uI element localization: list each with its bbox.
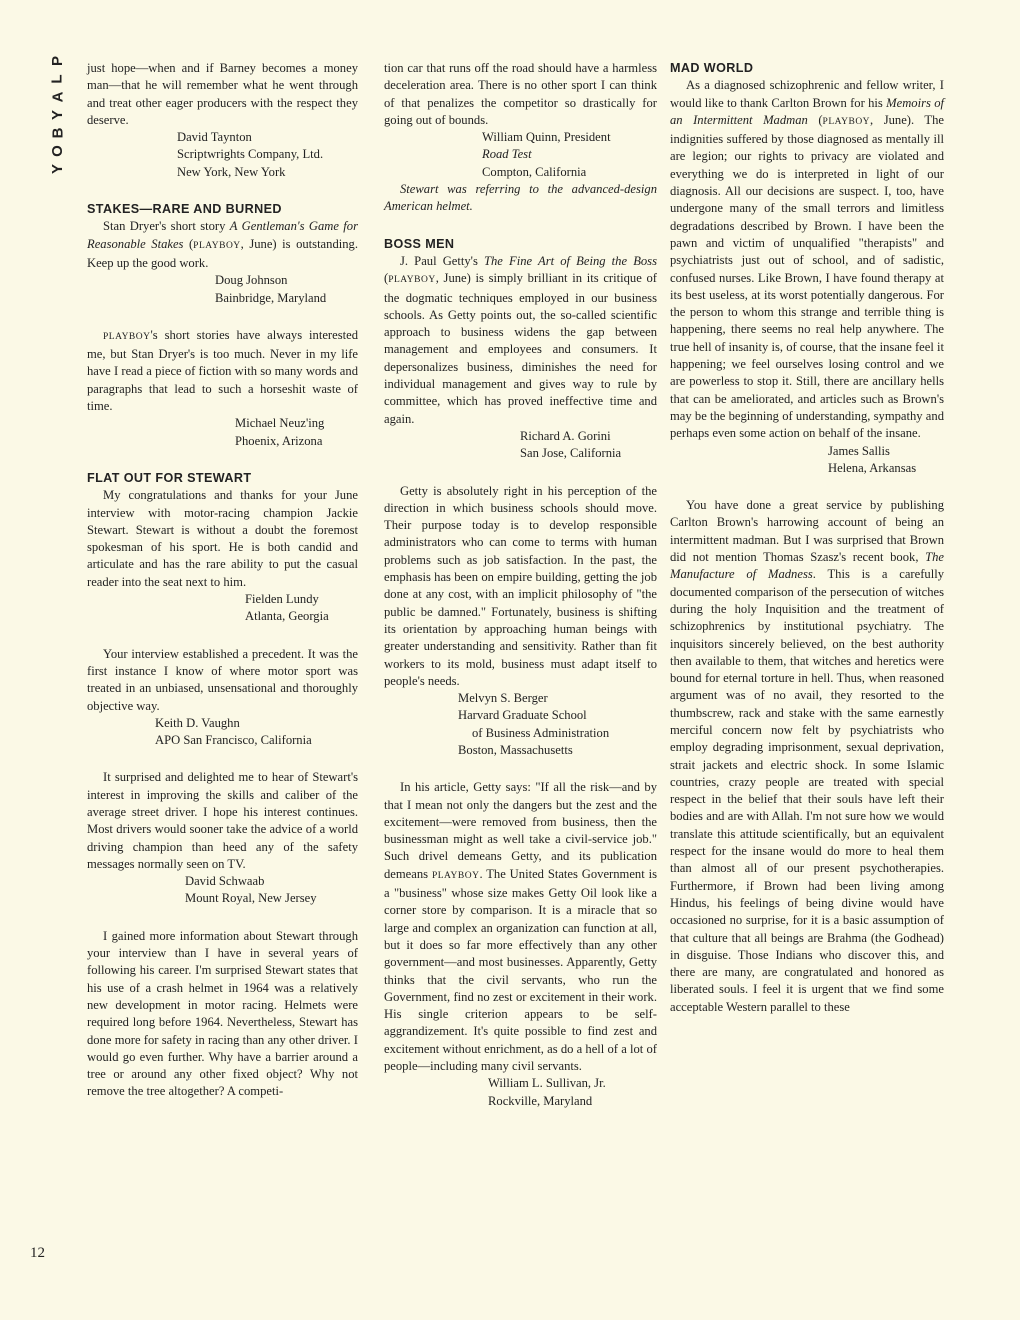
signature-line: of Business Administration <box>472 725 610 740</box>
signature <box>384 1075 657 1110</box>
letter-paragraph: As a diagnosed schizophrenic and fellow writer, I would like to thank Carlton Brown for his Memoirs of an Intermittent Madman (PLAYBOY, June). The indignities suffered by those diagnosed as mentally ill are legion; our rights to privacy are violated and everything we do is interpreted in light of our diagnosis. All our decisions are suspect. I, too, have undergone many of the small terrors and limitless degradations described by Brown. I have been the pawn and victim of unqualified "therapists" and psychiatrists just out of school, and of sadistic, confused nurses. Like Brown, I have found therapy at its best useless, at its worst potentially dangerous. For the person to whom this strange and terrible thing is happening, there seems no real help anywhere. The true hell of insanity is, of course, that the insane feel it happening; we feel ourselves losing control and we are powerless to stop it. Still, there are ancillary hells that can be ameliorated, and articles such as Brown's may be the beginning of understanding, sympathy and perhaps even some action on behalf of the insane. <box>670 78 944 441</box>
sidebar-letter: L <box>48 74 66 84</box>
signature-name: Doug Johnson <box>215 273 288 288</box>
sidebar-letter: O <box>48 145 66 157</box>
letter-paragraph: I gained more information about Stewart through your interview than I have in several years of following his career. I'm surprised Stewart states that his use of a crash helmet in 1964 was a relatively new development in motor racing. Helmets were required long before 1964. Nevertheless, Stewart has done more for safety in racing than any other driver. I would go even further. Why have a barrier around a tree or around any other fixed object? Why not remove the tree altogether? A competi- <box>87 928 358 1099</box>
letter-paragraph: It surprised and delighted me to hear of Stewart's interest in improving the skills and caliber of the average street driver. I hope his interest continues. Most drivers would sooner take the advice of a world driving champion than heed any of the safety messages normally seen on TV. <box>87 770 358 871</box>
sidebar-letter: A <box>49 91 66 103</box>
signature-name: James Sallis <box>828 443 890 458</box>
letter-paragraph: tion car that runs off the road should have a harmless deceleration area. There is no other sport I can think of that penalizes the competitor so drastically for going out of bounds. <box>384 61 657 127</box>
signature <box>384 428 657 463</box>
page-number: 12 <box>30 1245 45 1261</box>
sidebar-letter: Y <box>48 163 66 175</box>
signature-name: Fielden Lundy <box>245 592 319 607</box>
letter-paragraph: Your interview established a precedent. It was the first instance I know of where motor sport was treated in an unbiased, unsensational and thoroughly objective way. <box>87 646 358 713</box>
signature <box>87 415 358 450</box>
signature-line: Scriptwrights Company, Ltd. <box>177 147 324 162</box>
column-2 <box>384 60 657 1110</box>
signature-name: Richard A. Gorini <box>520 428 611 443</box>
signature-place: Atlanta, Georgia <box>245 609 329 624</box>
letter-paragraph: My congratulations and thanks for your June interview with motor-racing champion Jackie Stewart. Stewart is without a doubt the foremost spokesman of his sport. He is both candid and articulate and has the rare ability to put the casual reader into the seat next to him. <box>87 488 358 589</box>
signature-place: Boston, Massachusetts <box>458 742 573 757</box>
letter-paragraph: In his article, Getty says: "If all the risk—and by that I mean not only the dangers but the zest and the excitement—were removed from business, then the businessman might as well take a civil-service job." Such drivel demeans Getty, and its publication demeans PLAYBOY. The United States Government is a "business" whose size makes Getty Oil look like a corner store by comparison. It is a miracle that so large and complex an organization can function at all, but it does so far more effectively than any other government—and most businesses. Apparently, Getty thinks that the civil servants, who run the Government, find no zest or excitement in their work. His single criterion appears to be self-aggrandizement. It's quite possible to find zest and excitement without enrichment, as do a hell of a lot of people—including many civil servants. <box>384 780 657 1074</box>
signature-place: Mount Royal, New Jersey <box>185 891 317 906</box>
signature-name: Michael Neuz'ing <box>235 416 325 431</box>
signature-name: Melvyn S. Berger <box>458 691 548 706</box>
signature-name: Keith D. Vaughn <box>155 715 240 730</box>
letter-paragraph: just hope—when and if Barney becomes a money man—that he will remember what he went through and treat other eager producers with the respect they deserve. <box>87 61 358 127</box>
signature-place: APO San Francisco, California <box>155 733 312 748</box>
signature-line: Harvard Graduate School <box>458 708 587 723</box>
signature <box>87 272 358 307</box>
magazine-sidebar-logo <box>38 52 78 178</box>
signature <box>670 443 944 478</box>
letter-paragraph: Stan Dryer's short story A Gentleman's Game for Reasonable Stakes (PLAYBOY, June) is outstanding. Keep up the good work. <box>87 219 358 270</box>
signature <box>87 715 358 750</box>
signature-org: Road Test <box>482 147 532 162</box>
column-1 <box>87 60 358 1101</box>
signature-place: Compton, California <box>482 164 587 179</box>
signature-place: Helena, Arkansas <box>828 460 917 475</box>
sidebar-letter: Y <box>48 109 66 121</box>
section-heading: MAD WORLD <box>670 61 754 75</box>
signature <box>87 873 358 908</box>
signature-place: Bainbridge, Maryland <box>215 290 327 305</box>
letter-paragraph: You have done a great service by publishing Carlton Brown's harrowing account of being an intermittent madman. But I was surprised that Brown did not mention Thomas Szasz's recent book, The Manufacture of Madness. This is a carefully documented comparison of the persecution of witches during the holy Inquisition and the treatment of schizophrenics by institutional psychiatry. The inquisitors sincerely believed, on the best authority then available to them, that witches and heretics were bound for eternal torture in hell. Thus, when reasoned argument was of no avail, they resorted to the thumbscrew, rack and stake with the same earnestly merciful concern now felt by psychiatrists who employ degrading imprisonment, sexual deprivation, strait jackets and electric shock. In some Islamic countries, crazy people are treated with special respect in the belief that their souls have left their bodies and are with Allah. I'm not sure how we would translate this attitude scientifically, but an equivalent respect for the insane would do more to heal them than almost all of our present psychotherapies. Furthermore, if Brown had been living among Hindus, his feelings of being divine would have occasioned no surprise, for it is a basic assumption of that culture that all beings are Brahma (the Godhead) in disguise. Those Indians who discover this, and there are many, are congratulated and honored as liberated souls. I feel it is urgent that we find some acceptable Western parallel to these <box>670 498 944 1014</box>
letter-paragraph: J. Paul Getty's The Fine Art of Being the Boss (PLAYBOY, June) is simply brilliant in its critique of the dogmatic techniques employed in our business schools. As Getty points out, the so-called scientific approach to business widens the gap between management and employees and consumers. It depersonalizes business, diminishes the need for individual management and gives way to rule by committee, which has proved ineffective time and again. <box>384 253 657 426</box>
sidebar-letter: B <box>49 127 66 139</box>
signature <box>384 690 657 759</box>
editor-note: Stewart was referring to the advanced-design American helmet. <box>384 182 657 214</box>
section-heading: FLAT OUT FOR STEWART <box>87 470 252 485</box>
section-heading: BOSS MEN <box>384 236 455 251</box>
sidebar-letter: P <box>48 55 66 67</box>
signature-name: David Schwaab <box>185 874 265 889</box>
signature-place: Phoenix, Arizona <box>235 433 323 448</box>
signature-name: William Quinn, President <box>482 130 611 145</box>
column-3 <box>670 60 944 1016</box>
letter-paragraph: Getty is absolutely right in his perception of the direction in which business schools should move. Their purpose today is to develop responsible administrators who can come to terms with human problems such as job satisfaction. In the past, the emphasis has been on empire building, getting the job done at any cost, with an implicit philosophy of "the public be damned." Fortunately, business is shifting its orientation by approaching human beings with greater understanding and sensitivity. Rather than fit workers to its mold, business must adapt itself to people's needs. <box>384 483 657 688</box>
signature-name: William L. Sullivan, Jr. <box>488 1076 606 1091</box>
signature-place: San Jose, California <box>520 446 622 461</box>
signature-place: Rockville, Maryland <box>488 1093 593 1108</box>
signature-name: David Taynton <box>177 130 252 145</box>
signature-place: New York, New York <box>177 164 286 179</box>
letter-paragraph: PLAYBOY's short stories have always interested me, but Stan Dryer's is too much. Never in my life have I read a piece of fiction with so many words and paragraphs that lead to such a horseshit waste of time. <box>87 327 358 414</box>
section-heading: STAKES—RARE AND BURNED <box>87 202 282 217</box>
signature <box>384 129 657 181</box>
signature <box>87 591 358 626</box>
signature <box>87 129 358 181</box>
